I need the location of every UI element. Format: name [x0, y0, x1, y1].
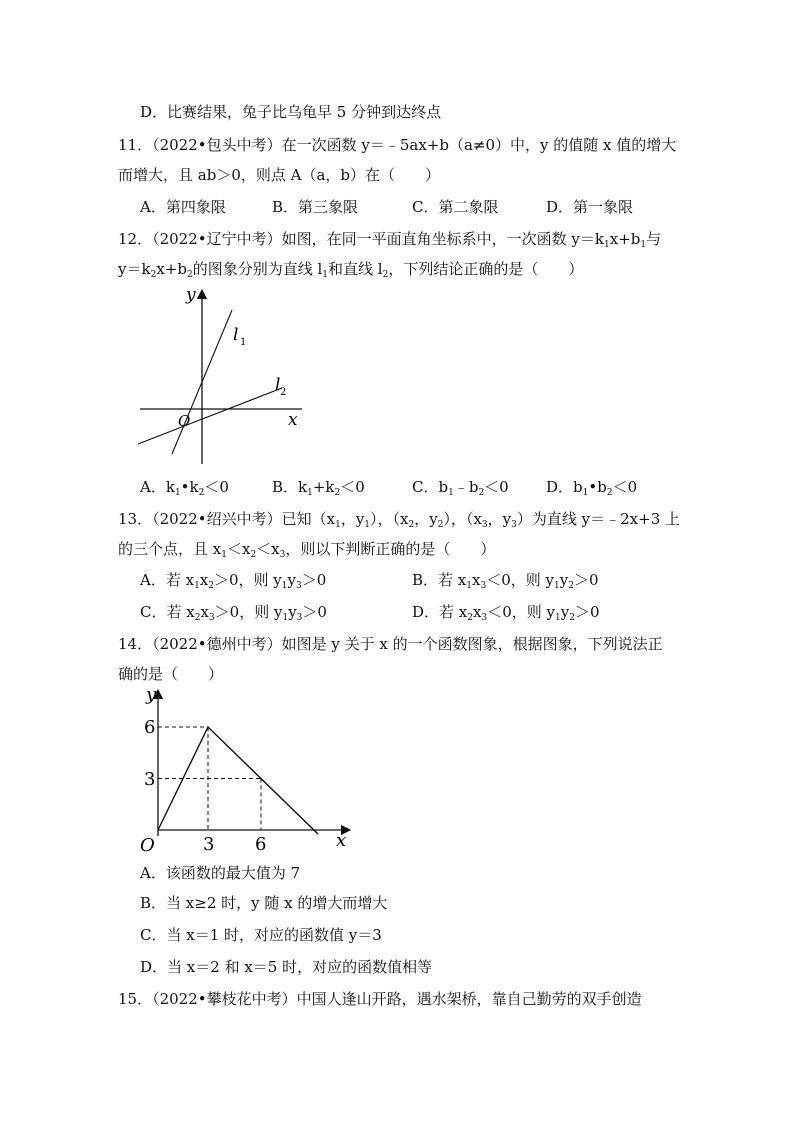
origin-label: O: [140, 835, 155, 852]
line-l2-subscript: 2: [280, 387, 287, 398]
question-15-number: 15．: [118, 990, 153, 1008]
question-11-option-a[interactable]: A．第四象限: [140, 198, 226, 216]
y-axis-label: y: [146, 684, 157, 705]
y-axis-label: y: [186, 285, 196, 305]
tick-x-6: 6: [255, 834, 267, 852]
question-11-option-c[interactable]: C．第二象限: [412, 198, 499, 216]
line-l1-label: l: [233, 325, 239, 345]
question-11-option-d[interactable]: D．第一象限: [546, 198, 634, 216]
x-axis-label: x: [336, 830, 347, 851]
line-l2: [138, 388, 282, 444]
function-graph: [158, 727, 318, 834]
origin-label: O: [178, 412, 191, 430]
question-14-option-d[interactable]: D．当 x＝2 和 x＝5 时，对应的函数值相等: [140, 958, 433, 976]
question-11-line-2: 而增大，且 ab＞0，则点 A（a，b）在（ ）: [118, 166, 441, 184]
question-12-line-1: 12．（2022•辽宁中考）如图，在同一平面直角坐标系中，一次函数 $y=k_1x+b_1$与: [118, 230, 662, 250]
question-12-option-b[interactable]: B．$k_1+k_2<0$: [272, 478, 365, 498]
question-13-option-b[interactable]: B．若 $x_1x_3<0$，则 $y_1y_2>0$: [412, 571, 599, 591]
tick-x-3: 3: [203, 834, 215, 852]
tick-y-3: 3: [144, 769, 156, 790]
question-13-option-d[interactable]: D．若 $x_2x_3<0$，则 $y_1y_2>0$: [412, 603, 600, 623]
line-l1-subscript: 1: [240, 337, 247, 348]
question-12-option-a[interactable]: A．$k_1•k_2<0$: [140, 478, 229, 498]
question-12-number: 12．: [118, 230, 153, 248]
question-14-figure: [130, 684, 360, 852]
line-l2-label: l: [275, 375, 281, 395]
question-14-line-1: 14．（2022•德州中考）如图是 y 关于 x 的一个函数图象，根据图象，下列说法正: [118, 635, 663, 653]
question-12-line-2: $y=k_2x+b_2$的图象分别为直线 $l_1$和直线 $l_2$，下列结论正确的是（ ）: [118, 260, 584, 280]
question-11-option-b[interactable]: B．第三象限: [272, 198, 359, 216]
question-15-line-1: 15．（2022•攀枝花中考）中国人逢山开路，遇水架桥，靠自己勤劳的双手创造: [118, 990, 642, 1008]
question-12-figure: [120, 284, 320, 470]
question-12-option-d[interactable]: D．$b_1•b_2<0$: [546, 478, 638, 498]
question-14-option-c[interactable]: C．当 x＝1 时，对应的函数值 y＝3: [140, 926, 382, 944]
question-13-option-c[interactable]: C．若 $x_2x_3>0$，则 $y_1y_3>0$: [140, 603, 327, 623]
question-11-number: 11．: [118, 136, 153, 154]
question-14-number: 14．: [118, 635, 153, 653]
question-13-line-2: 的三个点，且 $x_1<x_2<x_3$，则以下判断正确的是（ ）: [118, 540, 496, 560]
question-14-option-b[interactable]: B．当 x≥2 时，y 随 x 的增大而增大: [140, 894, 388, 912]
question-13-number: 13．: [118, 510, 153, 528]
tick-y-6: 6: [144, 717, 156, 738]
question-14-line-2: 确的是（ ）: [118, 665, 224, 683]
question-13-option-a[interactable]: A．若 $x_1x_2>0$，则 $y_1y_3>0$: [140, 571, 327, 591]
x-axis-label: x: [288, 410, 298, 430]
question-12-option-c[interactable]: C．$b_1﹣b_2<0$: [412, 478, 509, 498]
question-11-line-1: 11．（2022•包头中考）在一次函数 y＝﹣5ax+b（a≠0）中，y 的值随 x 值的增大: [118, 136, 677, 154]
question-13-line-1: 13．（2022•绍兴中考）已知（$x_1$，$y_1$），（$x_2$，$y_2$），（$x_3$，$y_3$）为直线 y＝﹣2x+3 上: [118, 510, 681, 530]
prev-question-option-d: D．比赛结果，兔子比乌龟早 5 分钟到达终点: [140, 103, 442, 121]
question-14-option-a[interactable]: A．该函数的最大值为 7: [140, 864, 301, 882]
